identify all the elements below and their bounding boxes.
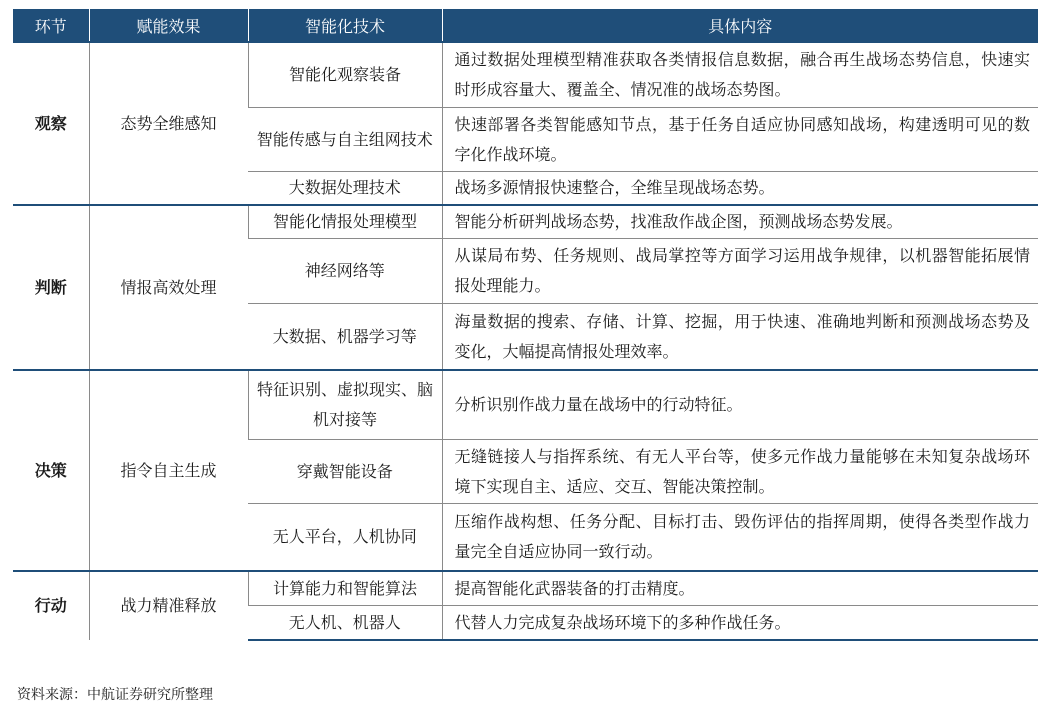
source-note: 资料来源：中航证券研究所整理 xyxy=(17,687,213,703)
stage-cell: 观察 xyxy=(13,42,89,205)
capability-table xyxy=(13,9,1038,641)
content-cell: 智能分析研判战场态势，找准敌作战企图，预测战场态势发展。 xyxy=(442,205,1038,239)
content-cell: 通过数据处理模型精准获取各类情报信息数据，融合再生战场态势信息，快速实时形成容量大、覆盖全、情况准的战场态势图。 xyxy=(442,42,1038,108)
tech-cell: 智能传感与自主组网技术 xyxy=(248,108,442,172)
content-cell: 无缝链接人与指挥系统、有无人平台等，使多元作战力量能够在未知复杂战场环境下实现自主、适应、交互、智能决策控制。 xyxy=(442,440,1038,504)
content-cell: 分析识别作战力量在战场中的行动特征。 xyxy=(442,370,1038,440)
effect-cell: 情报高效处理 xyxy=(89,205,248,370)
stage-cell: 行动 xyxy=(13,571,89,640)
tech-cell: 穿戴智能设备 xyxy=(248,440,442,504)
effect-cell: 指令自主生成 xyxy=(89,370,248,571)
content-cell: 战场多源情报快速整合，全维呈现战场态势。 xyxy=(442,172,1038,206)
table-row xyxy=(13,205,1038,239)
table-row xyxy=(13,42,1038,108)
tech-cell: 大数据处理技术 xyxy=(248,172,442,206)
capability-table-container xyxy=(13,9,1038,641)
tech-cell: 特征识别、虚拟现实、脑机对接等 xyxy=(248,370,442,440)
tech-cell: 智能化观察装备 xyxy=(248,42,442,108)
tech-cell: 神经网络等 xyxy=(248,239,442,304)
table-row xyxy=(13,571,1038,606)
tech-cell: 大数据、机器学习等 xyxy=(248,304,442,371)
content-cell: 海量数据的搜索、存储、计算、挖掘，用于快速、准确地判断和预测战场态势及变化，大幅提高情报处理效率。 xyxy=(442,304,1038,371)
content-cell: 压缩作战构想、任务分配、目标打击、毁伤评估的指挥周期，使得各类型作战力量完全自适应协同一致行动。 xyxy=(442,504,1038,572)
header-content: 具体内容 xyxy=(442,9,1038,42)
stage-cell: 决策 xyxy=(13,370,89,571)
tech-cell: 无人机、机器人 xyxy=(248,606,442,641)
tech-cell: 智能化情报处理模型 xyxy=(248,205,442,239)
effect-cell: 战力精准释放 xyxy=(89,571,248,640)
stage-cell: 判断 xyxy=(13,205,89,370)
content-cell: 提高智能化武器装备的打击精度。 xyxy=(442,571,1038,606)
tech-cell: 无人平台，人机协同 xyxy=(248,504,442,572)
effect-cell: 态势全维感知 xyxy=(89,42,248,205)
header-tech: 智能化技术 xyxy=(248,9,442,42)
header-stage: 环节 xyxy=(13,9,89,42)
content-cell: 快速部署各类智能感知节点，基于任务自适应协同感知战场，构建透明可见的数字化作战环境。 xyxy=(442,108,1038,172)
table-header-row xyxy=(13,9,1038,42)
tech-cell: 计算能力和智能算法 xyxy=(248,571,442,606)
content-cell: 代替人力完成复杂战场环境下的多种作战任务。 xyxy=(442,606,1038,641)
table-row xyxy=(13,370,1038,440)
content-cell: 从谋局布势、任务规则、战局掌控等方面学习运用战争规律，以机器智能拓展情报处理能力。 xyxy=(442,239,1038,304)
header-effect: 赋能效果 xyxy=(89,9,248,42)
